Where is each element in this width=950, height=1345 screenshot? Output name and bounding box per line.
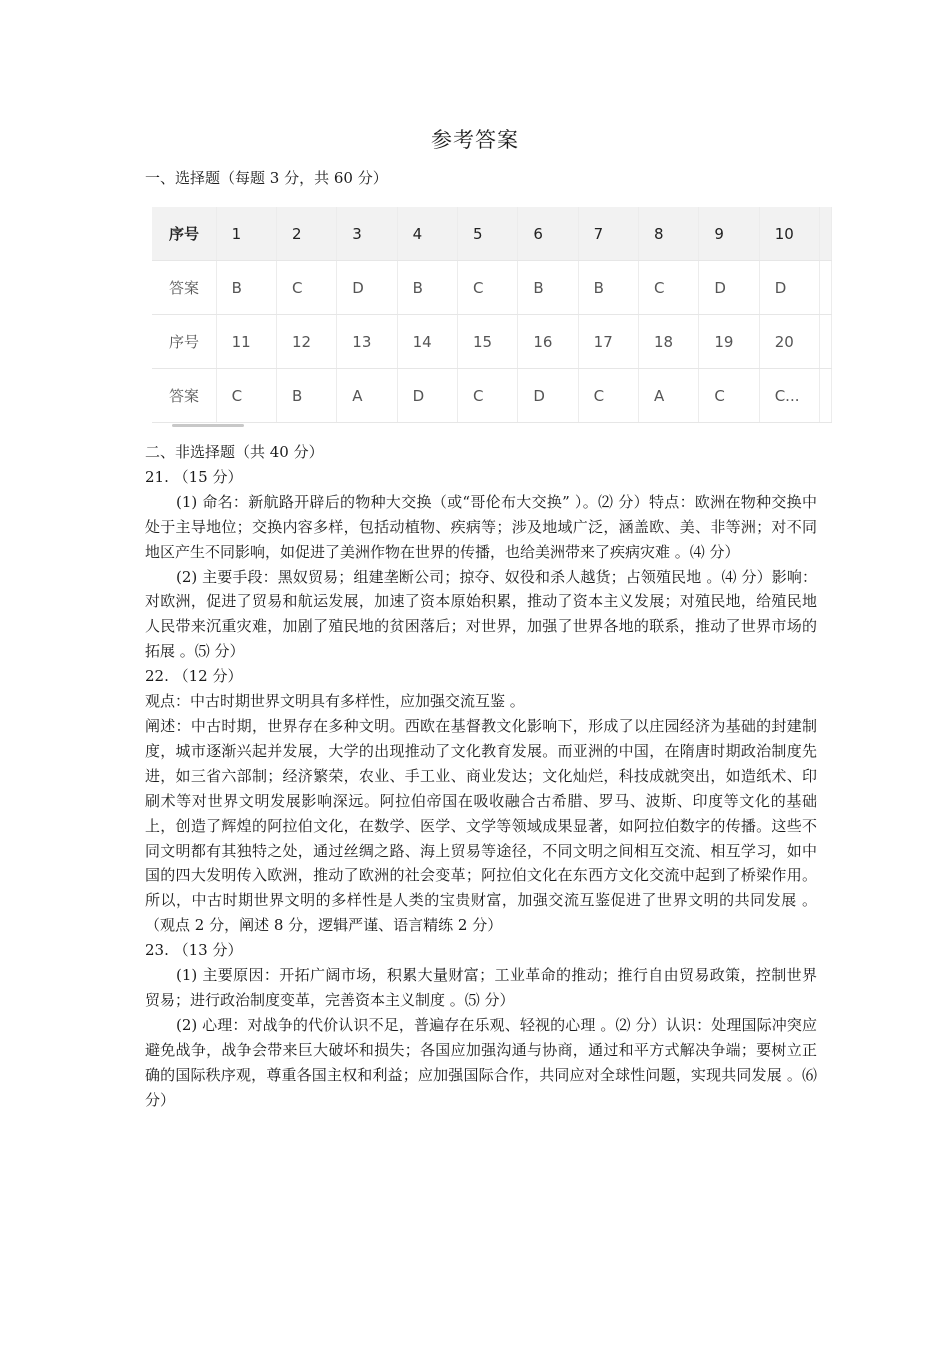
table-cell: 7 [578,207,638,261]
table-cell: C [276,261,336,315]
table-row-label: 序号 [152,207,216,261]
table-cell: 14 [397,315,457,369]
section2-body [145,440,817,1112]
q21-part2: (2) 主要手段：黑奴贸易；组建垄断公司；掠夺、奴役和杀人越货；占领殖民地 。⑷ 分）影响：对欧洲，促进了贸易和航运发展，加速了资本原始积累，推动了资本主义发展；对殖民地，给殖民地人民带来沉重灾难，加剧了殖民地的贫困落后；对世界，加强了世界各地的联系，推动了世界市场的拓展 。⑸ 分） [145,567,817,661]
table-cell: 5 [457,207,517,261]
table-cell: 15 [457,315,517,369]
table-cell: C [639,261,699,315]
table-horizontal-scrollbar[interactable] [172,424,244,427]
table-cell: D [518,369,578,423]
table-row [152,369,832,423]
table-cell: D [337,261,397,315]
table-cell-overflow [820,369,832,423]
table-cell: D [759,261,819,315]
table-cell: 11 [216,315,276,369]
table-row [152,207,832,261]
section1-heading: 一、选择题（每题 3 分，共 60 分） [145,169,388,187]
table-cell: 12 [276,315,336,369]
table-cell: 18 [639,315,699,369]
table-cell: C [578,369,638,423]
table-row-label: 答案 [152,369,216,423]
table-cell: C [699,369,759,423]
table-cell: C [457,261,517,315]
table-cell: C [457,369,517,423]
q23-part2: (2) 心理：对战争的代价认识不足，普遍存在乐观、轻视的心理 。⑵ 分）认识：处理国际冲突应避免战争，战争会带来巨大破坏和损失；各国应加强沟通与协商，通过和平方式解决争端；要树立正确的国际秩序观，尊重各国主权和利益；应加强国际合作，共同应对全球性问题，实现共同发展 。⑹ 分） [145,1015,817,1109]
table-cell: B [276,369,336,423]
table-row-label: 序号 [152,315,216,369]
table-cell: D [397,369,457,423]
table-cell: A [639,369,699,423]
q21-part1: (1) 命名：新航路开辟后的物种大交换（或“哥伦布大交换” ）。⑵ 分）特点：欧洲在物种交换中处于主导地位；交换内容多样，包括动植物、疾病等；涉及地域广泛，涵盖欧、美、非等洲；对不同地区产生不同影响，如促进了美洲作物在世界的传播，也给美洲带来了疾病灾难 。⑷ 分） [145,492,817,561]
table-cell: 17 [578,315,638,369]
table-row-label: 答案 [152,261,216,315]
table-cell: 1 [216,207,276,261]
table-cell: 9 [699,207,759,261]
table-cell: D [699,261,759,315]
q22-viewpoint: 观点：中古时期世界文明具有多样性，应加强交流互鉴 。 [145,692,525,711]
table-cell: 20 [759,315,819,369]
table-cell: 4 [397,207,457,261]
table-cell: C... [759,369,819,423]
table-cell: B [397,261,457,315]
q23-part1: (1) 主要原因：开拓广阔市场，积累大量财富；工业革命的推动；推行自由贸易政策，控制世界贸易；进行政治制度变革，完善资本主义制度 。⑸ 分） [145,966,817,1009]
table-cell-overflow [820,261,832,315]
answer-table-container[interactable] [152,207,800,425]
q22-argument: 阐述：中古时期，世界存在多种文明。西欧在基督教文化影响下，形成了以庄园经济为基础的封建制度，城市逐渐兴起并发展，大学的出现推动了文化教育发展。而亚洲的中国，在隋唐时期政治制度先进，如三省六部制；经济繁荣，农业、手工业、商业发达；文化灿烂，科技成就突出，如造纸术、印刷术等对世界文明发展影响深远。阿拉伯帝国在吸收融合古希腊、罗马、波斯、印度等文化的基础上，创造了辉煌的阿拉伯文化，在数学、医学、文学等领域成果显著，如阿拉伯数字的传播。这些不同文明都有其独特之处，通过丝绸之路、海上贸易等途径，不同文明之间相互交流、相互学习，如中国的四大发明传入欧洲，推动了欧洲的社会变革；阿拉伯文化在东西方文化交流中起到了桥梁作用。所以，中古时期世界文明的多样性是人类的宝贵财富，加强交流互鉴促进了世界文明的共同发展 。（观点 2 分，阐述 8 分，逻辑严谨、语言精练 2 分） [145,716,817,935]
table-cell: B [518,261,578,315]
table-cell: 3 [337,207,397,261]
table-cell: 10 [759,207,819,261]
table-cell: 19 [699,315,759,369]
answer-table [152,207,832,423]
q22-header: 22. （12 分） [145,667,243,686]
q23-header: 23. （13 分） [145,941,243,960]
table-cell: 13 [337,315,397,369]
table-cell: B [216,261,276,315]
q21-header: 21. （15 分） [145,467,243,486]
table-row [152,261,832,315]
table-cell: C [216,369,276,423]
table-cell: 8 [639,207,699,261]
table-row [152,315,832,369]
table-cell-overflow [820,207,832,261]
table-cell: 6 [518,207,578,261]
table-cell-overflow [820,315,832,369]
table-cell: 16 [518,315,578,369]
table-cell: A [337,369,397,423]
page-title: 参考答案 [431,128,519,152]
section2-heading: 二、非选择题（共 40 分） [145,443,324,461]
table-cell: B [578,261,638,315]
table-cell: 2 [276,207,336,261]
